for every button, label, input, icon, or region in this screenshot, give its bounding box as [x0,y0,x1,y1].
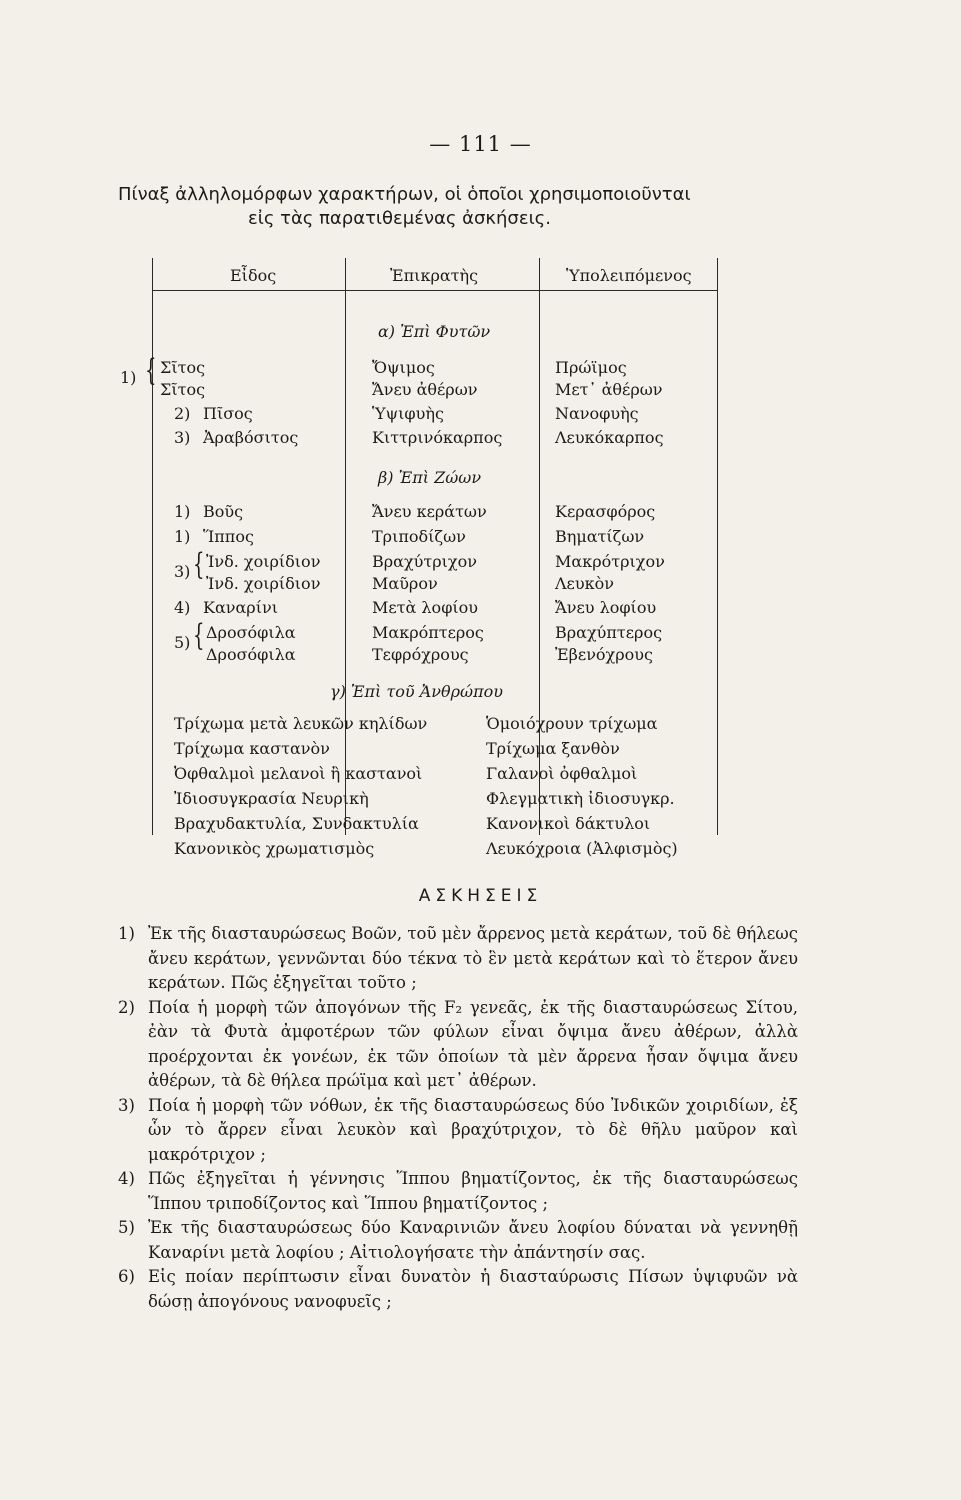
table-col-divider-1 [345,258,346,835]
plant-recessive: Νανοφυὴς [555,404,639,423]
animal-recessive: Βραχύπτερος [555,623,663,642]
animal-dominant: Τριποδίζων [372,527,466,546]
animal-recessive: Μακρότριχον [555,552,665,571]
table-left-border [152,258,153,835]
exercise-text: Ποία ἡ μορφὴ τῶν νόθων, ἐκ τῆς διασταυρώσεως δύο Ἰνδικῶν χοιριδίων, ἐξ ὧν τὸ ἄρρεν εἶναι λευκὸν καὶ βραχύτριχον, τὸ δὲ θῆλυ μαῦρον καὶ μακρότριχον ; [148,1095,798,1164]
animal-dominant: Ἄνευ κεράτων [372,502,487,521]
human-dominant: Κανονικὸς χρωματισμὸς [174,839,375,858]
animal-species: Ἰνδ. χοιρίδιον [206,574,321,593]
plant-species: Σῖτος [160,380,206,399]
title-line-1: Πίναξ ἀλληλομόρφων χαρακτήρων, οἱ ὁποῖοι χρησιμοποιοῦνται [118,184,691,205]
brace: { [145,353,157,388]
row-number: 4) [174,598,191,617]
exercise-text: Ἐκ τῆς διασταυρώσεως Βοῶν, τοῦ μὲν ἄρρενος μετὰ κεράτων, τοῦ δὲ θήλεως ἄνευ κεράτων, γεννῶνται δύο τέκνα τὸ ἓν μετὰ κεράτων καὶ τὸ ἕτερον ἄνευ κεράτων. Πῶς ἐξηγεῖται τοῦτο ; [148,924,798,992]
plant-species: Σῖτος [160,358,206,377]
animal-species: Δροσόφιλα [206,623,296,642]
header-dominant: Ἐπικρατὴς [390,266,479,285]
row-number: 2) [174,404,191,423]
human-dominant: Βραχυδακτυλία, Συνδακτυλία [174,814,419,833]
exercise-item [118,1167,798,1216]
page-number: — 111 — [429,132,532,156]
animal-recessive: Κερασφόρος [555,502,656,521]
human-dominant: Ἰδιοσυγκρασία Νευρικὴ [174,789,369,808]
human-recessive: Λευκόχροια (Ἀλφισμὸς) [486,839,678,858]
header-species: Εἶδος [230,266,277,285]
title-line-2: εἰς τὰς παρατιθεμένας ἀσκήσεις. [248,208,551,229]
section-human: γ) Ἐπὶ τοῦ Ἀνθρώπου [330,682,503,701]
exercise-text: Πῶς ἐξηγεῖται ἡ γέννησις Ἵππου βηματίζοντος, ἐκ τῆς διασταυρώσεως Ἵππου τριποδίζοντος καὶ Ἵππου βηματίζοντος ; [148,1169,798,1213]
plant-dominant: Ἄνευ ἀθέρων [372,380,478,399]
human-recessive: Ὁμοιόχρουν τρίχωμα [486,714,658,733]
row-number: 5) [174,633,191,652]
plant-species: Πῖσος [203,404,253,423]
animal-recessive: Ἐβενόχρους [555,645,653,664]
exercises-heading: ΑΣΚΗΣΕΙΣ [418,886,543,906]
human-recessive: Τρίχωμα ξανθὸν [486,739,620,758]
exercise-item [118,1216,798,1265]
section-animals: β) Ἐπὶ Ζώων [378,468,482,487]
exercise-number: 5) [118,1218,135,1237]
exercise-number: 3) [118,1095,135,1115]
table-title [118,183,878,231]
plant-recessive: Πρώϊμος [555,358,627,377]
row-number: 3) [174,562,191,581]
animal-species: Ἰνδ. χοιρίδιον [206,552,321,571]
animal-recessive: Λευκὸν [555,574,614,593]
animal-dominant: Μετὰ λοφίου [372,598,479,617]
animal-species: Βοῦς [203,502,244,521]
exercise-item [118,996,798,1094]
exercise-number: 4) [118,1169,135,1188]
exercise-item [118,922,798,996]
human-recessive: Γαλανοὶ ὀφθαλμοὶ [486,764,638,783]
row-number: 1) [120,368,137,387]
animal-dominant: Μαῦρον [372,574,438,593]
animal-species: Δροσόφιλα [206,645,296,664]
plant-dominant: Κιττρινόκαρπος [372,428,503,447]
row-number: 1) [174,527,191,546]
plant-dominant: Ὄψιμος [372,358,435,377]
plant-recessive: Λευκόκαρπος [555,428,664,447]
human-dominant: Τρίχωμα μετὰ λευκῶν κηλίδων [174,714,428,733]
animal-recessive: Ἄνευ λοφίου [555,598,657,617]
animal-dominant: Βραχύτριχον [372,552,477,571]
animal-dominant: Τεφρόχρους [372,645,469,664]
brace: { [193,618,205,653]
plant-species: Ἀραβόσιτος [203,428,299,447]
plant-dominant: Ὑψιφυὴς [372,404,444,423]
exercises-list [118,922,798,1314]
animal-species: Ἵππος [203,527,254,546]
exercise-text: Εἰς ποίαν περίπτωσιν εἶναι δυνατὸν ἡ διασταύρωσις Πίσων ὑψιφυῶν νὰ δώσῃ ἀπογόνους νανοφυεῖς ; [148,1267,798,1311]
row-number: 3) [174,428,191,447]
plant-recessive: Μετ᾽ ἀθέρων [555,380,663,399]
section-plants: α) Ἐπὶ Φυτῶν [378,322,491,341]
brace: { [193,547,205,582]
human-dominant: Τρίχωμα καστανὸν [174,739,330,758]
exercise-text: Ποία ἡ μορφὴ τῶν ἀπογόνων τῆς F₂ γενεᾶς, ἐκ τῆς διασταυρώσεως Σίτου, ἐὰν τὰ Φυτὰ ἀμφοτέρων τῶν φύλων εἶναι ὄψιμα ἄνευ ἀθέρων, ἀλλὰ προέρχονται ἐκ γονέων, ἐκ τῶν ὁποίων τὰ μὲν ἄρρενα ἦσαν ὄψιμα ἄνευ ἀθέρων, τὰ δὲ θήλεα πρώϊμα καὶ μετ᾽ ἀθέρων. [148,997,798,1090]
human-dominant: Ὀφθαλμοὶ μελανοὶ ἢ καστανοὶ [174,764,423,783]
exercise-text: Ἐκ τῆς διασταυρώσεως δύο Καναρινιῶν ἄνευ λοφίου δύναται νὰ γεννηθῇ Καναρίνι μετὰ λοφίου ; Αἰτιολογήσατε τὴν ἀπάντησίν σας. [148,1218,798,1262]
animal-species: Καναρίνι [203,598,278,617]
exercise-number: 2) [118,997,135,1017]
exercise-item [118,1265,798,1314]
exercise-number: 1) [118,924,135,943]
human-recessive: Φλεγματικὴ ἰδιοσυγκρ. [486,789,675,808]
header-recessive: Ὑπολειπόμενος [566,266,692,285]
row-number: 1) [174,502,191,521]
human-recessive: Κανονικοὶ δάκτυλοι [486,814,651,833]
exercise-number: 6) [118,1267,135,1286]
animal-recessive: Βηματίζων [555,527,645,546]
table-right-border [717,258,718,835]
animal-dominant: Μακρόπτερος [372,623,484,642]
table-header-rule [152,290,718,291]
exercise-item [118,1094,798,1168]
